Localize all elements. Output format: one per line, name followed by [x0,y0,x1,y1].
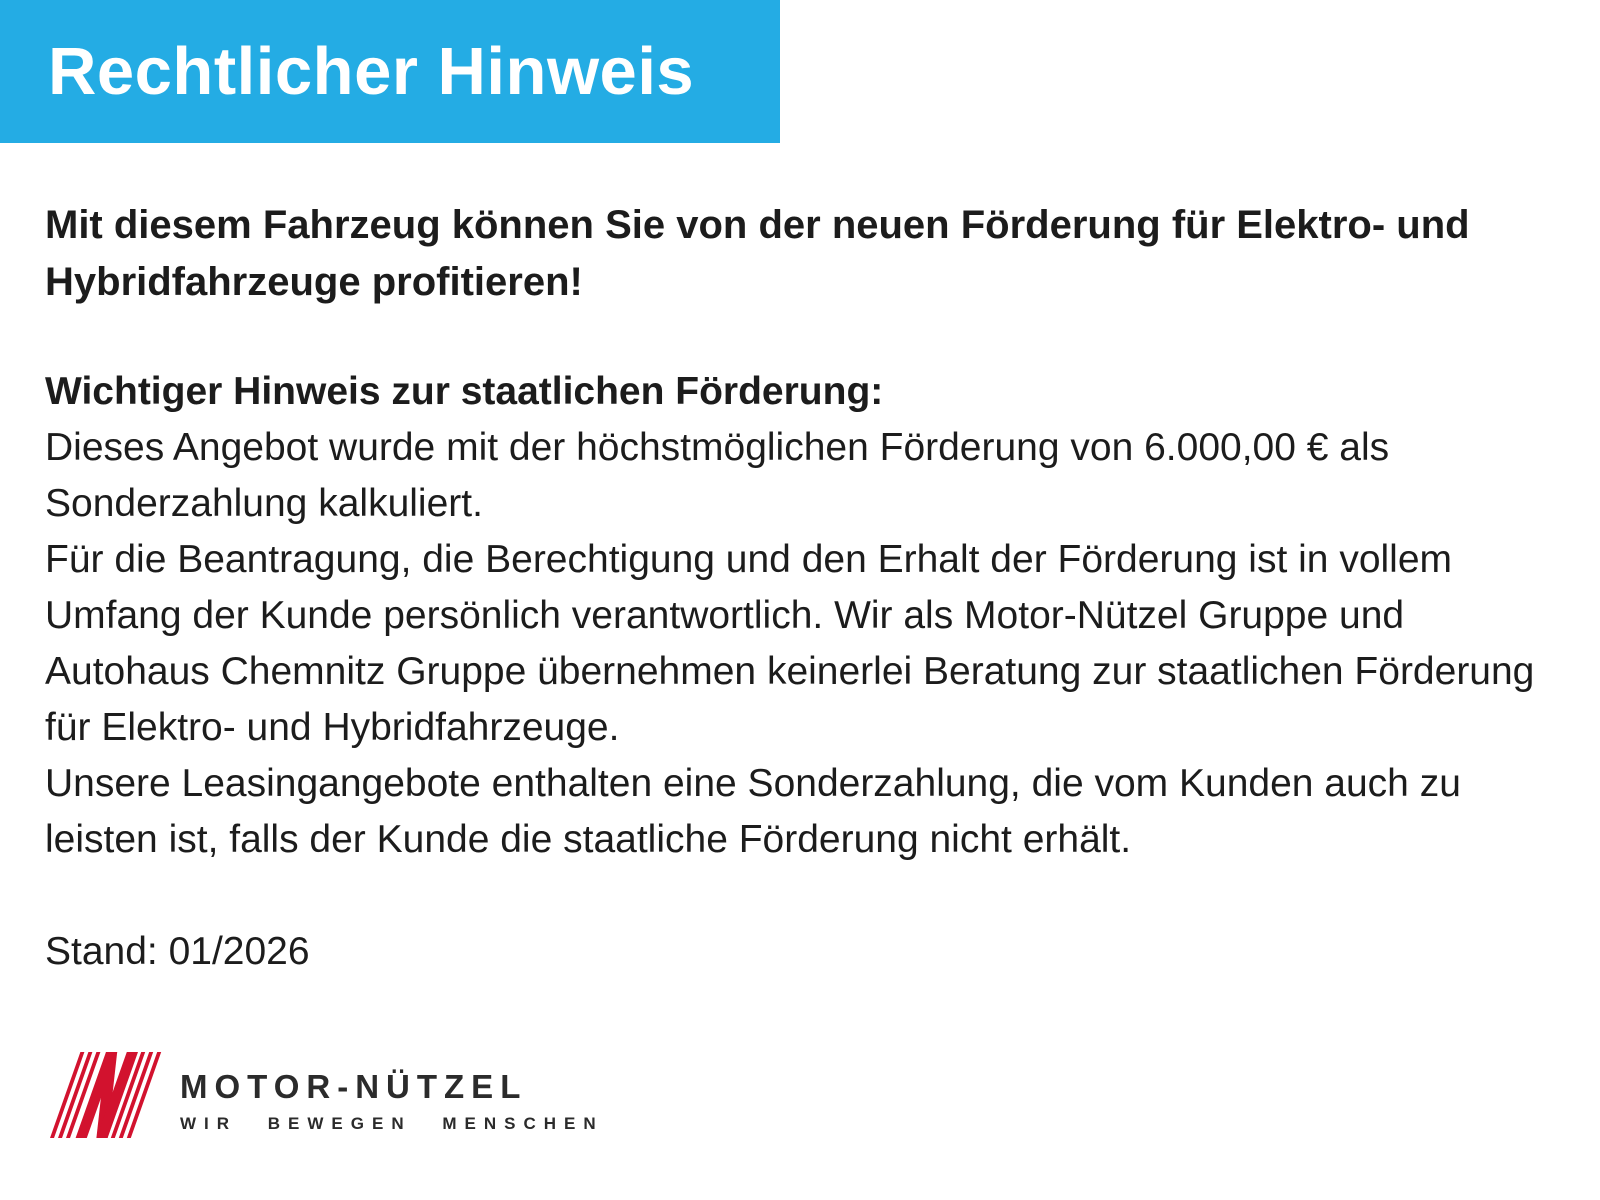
intro-paragraph: Mit diesem Fahrzeug können Sie von der neuen Förderung für Elektro- und Hybridfahrzeuge profitieren! [45,203,1470,304]
title-banner [0,0,780,143]
logo-text-block [180,1068,604,1138]
n-stripes-icon [50,1052,162,1138]
notice-heading: Wichtiger Hinweis zur staatlichen Förderung: [45,370,884,413]
motor-nuetzel-logo [50,1052,604,1138]
date-line: Stand: 01/2026 [45,930,310,973]
logo-tagline: WIR BEWEGEN MENSCHEN [180,1114,604,1133]
notice-paragraph: Unsere Leasingangebote enthalten eine Sonderzahlung, die vom Kunden auch zu leisten ist, falls der Kunde die staatliche Förderung nicht erhält. [45,762,1461,861]
notice-content [45,197,1567,980]
logo-name: MOTOR-NÜTZEL [180,1068,528,1105]
notice-paragraph: Für die Beantragung, die Berechtigung und den Erhalt der Förderung ist in vollem Umfang der Kunde persönlich verantwortlich. Wir als Motor-Nützel Gruppe und Autohaus Chemnitz Gruppe übernehmen keinerlei Beratung zur staatlichen Förderung für Elektro- und Hybridfahrzeuge. [45,538,1535,749]
funding-notice-section [45,364,1567,868]
notice-paragraph: Dieses Angebot wurde mit der höchstmöglichen Förderung von 6.000,00 € als Sonderzahlung kalkuliert. [45,426,1390,525]
page-title: Rechtlicher Hinweis [48,34,695,109]
